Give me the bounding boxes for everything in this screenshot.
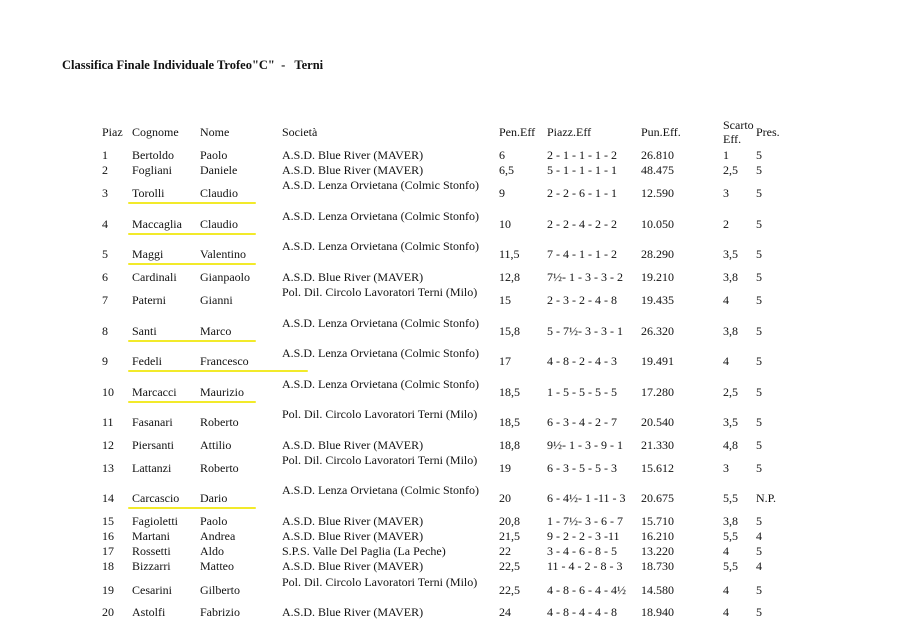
page-title: Classifica Finale Individuale Trofeo"C" - Terni — [62, 58, 324, 72]
cell-scarto: 5,5 — [723, 559, 738, 574]
cell-pun: 20.675 — [641, 491, 674, 506]
cell-nome: Matteo — [200, 559, 234, 574]
cell-pres: 5 — [756, 354, 762, 369]
cell-pen: 11,5 — [499, 247, 520, 262]
cell-nome: Gianpaolo — [200, 269, 250, 284]
cell-nome: Attilio — [200, 437, 232, 452]
cell-pen: 18,8 — [499, 437, 520, 452]
cell-cognome: Carcascio — [132, 491, 180, 506]
cell-piazz: 11 - 4 - 2 - 8 - 3 — [547, 559, 623, 574]
cell-pun: 14.580 — [641, 582, 674, 597]
cell-nome: Valentino — [200, 247, 246, 262]
cell-scarto: 3,8 — [723, 513, 738, 528]
cell-piaz: 19 — [102, 582, 114, 597]
cell-pun: 20.540 — [641, 415, 674, 430]
cell-scarto: 4 — [723, 293, 729, 308]
cell-piaz: 14 — [102, 491, 114, 506]
cell-pres: 5 — [756, 216, 762, 231]
cell-piaz: 18 — [102, 559, 114, 574]
cell-societa: A.S.D. Blue River (MAVER) — [282, 163, 424, 178]
cell-pen: 6,5 — [499, 163, 514, 178]
cell-societa: A.S.D. Lenza Orvietana (Colmic Stonfo) — [282, 239, 479, 254]
cell-piazz: 5 - 1 - 1 - 1 - 1 — [547, 163, 617, 178]
cell-piaz: 3 — [102, 186, 108, 201]
highlight-underline — [128, 340, 256, 342]
cell-pun: 26.320 — [641, 323, 674, 338]
cell-scarto: 4 — [723, 582, 729, 597]
cell-cognome: Bizzarri — [132, 559, 171, 574]
cell-pres: 5 — [756, 247, 762, 262]
cell-scarto: 3,5 — [723, 247, 738, 262]
cell-scarto: 3 — [723, 186, 729, 201]
cell-cognome: Bertoldo — [132, 148, 174, 162]
cell-nome: Claudio — [200, 216, 238, 231]
cell-piaz: 7 — [102, 293, 108, 308]
cell-pres: 5 — [756, 513, 762, 528]
cell-nome: Claudio — [200, 186, 238, 201]
cell-piazz: 9½- 1 - 3 - 9 - 1 — [547, 437, 623, 452]
highlight-underline — [128, 233, 256, 235]
cell-cognome: Fasanari — [132, 415, 173, 430]
cell-societa: A.S.D. Blue River (MAVER) — [282, 605, 424, 619]
header-piaz: Piaz — [102, 125, 123, 139]
cell-pres: 5 — [756, 293, 762, 308]
cell-societa: A.S.D. Lenza Orvietana (Colmic Stonfo) — [282, 483, 479, 498]
cell-pun: 15.612 — [641, 460, 674, 475]
cell-pen: 20 — [499, 491, 511, 506]
cell-cognome: Piersanti — [132, 437, 174, 452]
cell-pun: 12.590 — [641, 186, 674, 201]
cell-pun: 26.810 — [641, 148, 674, 162]
cell-piazz: 5 - 7½- 3 - 3 - 1 — [547, 323, 623, 338]
cell-pun: 17.280 — [641, 384, 674, 399]
cell-pun: 13.220 — [641, 544, 674, 559]
cell-pres: 5 — [756, 269, 762, 284]
cell-scarto: 5,5 — [723, 491, 738, 506]
cell-nome: Dario — [200, 491, 228, 506]
cell-pen: 22 — [499, 544, 511, 559]
cell-cognome: Lattanzi — [132, 460, 172, 475]
cell-piazz: 9 - 2 - 2 - 3 -11 — [547, 529, 620, 543]
cell-piaz: 11 — [102, 415, 114, 430]
cell-cognome: Santi — [132, 323, 157, 338]
cell-nome: Francesco — [200, 354, 249, 369]
cell-societa: A.S.D. Lenza Orvietana (Colmic Stonfo) — [282, 178, 479, 193]
header-pres: Pres. — [756, 125, 780, 139]
cell-cognome: Maggi — [132, 247, 164, 262]
highlight-underline — [128, 507, 256, 509]
cell-piazz: 7½- 1 - 3 - 3 - 2 — [547, 269, 623, 284]
cell-cognome: Astolfi — [132, 605, 166, 619]
header-pun: Pun.Eff. — [641, 125, 681, 139]
cell-piazz: 2 - 2 - 4 - 2 - 2 — [547, 216, 617, 231]
cell-scarto: 4 — [723, 354, 729, 369]
cell-nome: Maurizio — [200, 384, 244, 399]
cell-pres: 5 — [756, 384, 762, 399]
cell-cognome: Martani — [132, 529, 170, 543]
cell-societa: A.S.D. Blue River (MAVER) — [282, 529, 424, 543]
cell-pres: 4 — [756, 559, 762, 574]
cell-scarto: 3,8 — [723, 323, 738, 338]
cell-piazz: 7 - 4 - 1 - 1 - 2 — [547, 247, 617, 262]
cell-piaz: 2 — [102, 163, 108, 178]
cell-piazz: 4 - 8 - 2 - 4 - 3 — [547, 354, 617, 369]
cell-pen: 10 — [499, 216, 511, 231]
cell-cognome: Marcacci — [132, 384, 177, 399]
cell-societa: Pol. Dil. Circolo Lavoratori Terni (Milo) — [282, 285, 478, 300]
cell-pun: 10.050 — [641, 216, 674, 231]
cell-societa: A.S.D. Lenza Orvietana (Colmic Stonfo) — [282, 315, 479, 330]
cell-pres: 5 — [756, 323, 762, 338]
cell-societa: Pol. Dil. Circolo Lavoratori Terni (Milo) — [282, 574, 478, 589]
cell-scarto: 3 — [723, 460, 729, 475]
cell-pres: 5 — [756, 582, 762, 597]
cell-societa: A.S.D. Blue River (MAVER) — [282, 559, 424, 574]
cell-nome: Aldo — [200, 544, 224, 559]
cell-piazz: 2 - 1 - 1 - 1 - 2 — [547, 148, 617, 162]
cell-societa: A.S.D. Blue River (MAVER) — [282, 513, 424, 528]
cell-scarto: 2,5 — [723, 384, 738, 399]
cell-cognome: Fedeli — [132, 354, 162, 369]
cell-cognome: Paterni — [132, 293, 166, 308]
cell-pres: 5 — [756, 148, 762, 162]
cell-piazz: 4 - 8 - 4 - 4 - 8 — [547, 605, 617, 619]
cell-pen: 19 — [499, 460, 511, 475]
cell-nome: Paolo — [200, 513, 228, 528]
cell-pen: 22,5 — [499, 582, 520, 597]
cell-pun: 18.940 — [641, 605, 674, 619]
cell-pun: 16.210 — [641, 529, 674, 543]
cell-pres: 5 — [756, 605, 762, 619]
header-nome: Nome — [200, 125, 230, 139]
cell-pres: N.P. — [756, 491, 777, 506]
cell-pun: 19.210 — [641, 269, 674, 284]
cell-nome: Paolo — [200, 148, 228, 162]
cell-pres: 4 — [756, 529, 762, 543]
cell-scarto: 3,8 — [723, 269, 738, 284]
cell-nome: Andrea — [200, 529, 236, 543]
cell-nome: Gilberto — [200, 582, 240, 597]
cell-pres: 5 — [756, 163, 762, 178]
cell-pen: 12,8 — [499, 269, 520, 284]
cell-cognome: Fagioletti — [132, 513, 178, 528]
cell-pen: 22,5 — [499, 559, 520, 574]
cell-pen: 15 — [499, 293, 511, 308]
cell-scarto: 1 — [723, 148, 729, 162]
header-scarto: Scarto Eff. — [723, 118, 754, 146]
cell-piazz: 2 - 2 - 6 - 1 - 1 — [547, 186, 617, 201]
cell-piaz: 12 — [102, 437, 114, 452]
highlight-underline — [128, 202, 256, 204]
cell-cognome: Fogliani — [132, 163, 173, 178]
cell-piaz: 5 — [102, 247, 108, 262]
cell-piaz: 13 — [102, 460, 114, 475]
cell-piaz: 15 — [102, 513, 114, 528]
cell-piazz: 1 - 5 - 5 - 5 - 5 — [547, 384, 617, 399]
cell-piazz: 1 - 7½- 3 - 6 - 7 — [547, 513, 623, 528]
cell-societa: Pol. Dil. Circolo Lavoratori Terni (Milo) — [282, 452, 478, 467]
cell-piazz: 6 - 3 - 4 - 2 - 7 — [547, 415, 617, 430]
cell-pres: 5 — [756, 544, 762, 559]
cell-piaz: 16 — [102, 529, 114, 543]
cell-pun: 21.330 — [641, 437, 674, 452]
cell-societa: A.S.D. Lenza Orvietana (Colmic Stonfo) — [282, 208, 479, 223]
cell-cognome: Torolli — [132, 186, 165, 201]
cell-societa: S.P.S. Valle Del Paglia (La Peche) — [282, 544, 446, 559]
cell-pen: 15,8 — [499, 323, 520, 338]
cell-pres: 5 — [756, 437, 762, 452]
cell-pun: 28.290 — [641, 247, 674, 262]
cell-cognome: Cardinali — [132, 269, 177, 284]
cell-nome: Daniele — [200, 163, 238, 178]
highlight-underline — [128, 370, 308, 372]
cell-piaz: 20 — [102, 605, 114, 619]
cell-societa: A.S.D. Blue River (MAVER) — [282, 437, 424, 452]
cell-pen: 18,5 — [499, 415, 520, 430]
cell-piazz: 3 - 4 - 6 - 8 - 5 — [547, 544, 617, 559]
cell-nome: Gianni — [200, 293, 233, 308]
cell-societa: A.S.D. Blue River (MAVER) — [282, 269, 424, 284]
cell-cognome: Maccaglia — [132, 216, 182, 231]
cell-pun: 48.475 — [641, 163, 674, 178]
cell-pen: 17 — [499, 354, 511, 369]
cell-pun: 15.710 — [641, 513, 674, 528]
cell-pen: 9 — [499, 186, 505, 201]
cell-pres: 5 — [756, 415, 762, 430]
cell-nome: Marco — [200, 323, 232, 338]
cell-piazz: 6 - 3 - 5 - 5 - 3 — [547, 460, 617, 475]
cell-societa: A.S.D. Lenza Orvietana (Colmic Stonfo) — [282, 376, 479, 391]
cell-pen: 6 — [499, 148, 505, 162]
header-societa: Società — [282, 125, 318, 139]
cell-nome: Fabrizio — [200, 605, 240, 619]
cell-scarto: 4,8 — [723, 437, 738, 452]
cell-pen: 18,5 — [499, 384, 520, 399]
cell-pen: 20,8 — [499, 513, 520, 528]
cell-scarto: 5,5 — [723, 529, 738, 543]
cell-pun: 18.730 — [641, 559, 674, 574]
cell-cognome: Rossetti — [132, 544, 171, 559]
cell-scarto: 3,5 — [723, 415, 738, 430]
cell-pres: 5 — [756, 186, 762, 201]
cell-scarto: 2 — [723, 216, 729, 231]
cell-piazz: 4 - 8 - 6 - 4 - 4½ — [547, 582, 626, 597]
cell-piaz: 6 — [102, 269, 108, 284]
cell-pres: 5 — [756, 460, 762, 475]
cell-societa: A.S.D. Lenza Orvietana (Colmic Stonfo) — [282, 346, 479, 361]
cell-piaz: 17 — [102, 544, 114, 559]
cell-piaz: 1 — [102, 148, 108, 162]
cell-piaz: 8 — [102, 323, 108, 338]
cell-cognome: Cesarini — [132, 582, 172, 597]
cell-piazz: 2 - 3 - 2 - 4 - 8 — [547, 293, 617, 308]
cell-nome: Roberto — [200, 415, 239, 430]
cell-pen: 24 — [499, 605, 511, 619]
cell-piazz: 6 - 4½- 1 -11 - 3 — [547, 491, 626, 506]
cell-societa: A.S.D. Blue River (MAVER) — [282, 148, 424, 162]
highlight-underline — [128, 263, 256, 265]
highlight-underline — [128, 401, 256, 403]
cell-piaz: 4 — [102, 216, 108, 231]
cell-scarto: 4 — [723, 544, 729, 559]
header-piazz: Piazz.Eff — [547, 125, 592, 139]
header-cognome: Cognome — [132, 125, 179, 139]
cell-piaz: 9 — [102, 354, 108, 369]
cell-piaz: 10 — [102, 384, 114, 399]
cell-pun: 19.435 — [641, 293, 674, 308]
cell-scarto: 4 — [723, 605, 729, 619]
cell-societa: Pol. Dil. Circolo Lavoratori Terni (Milo) — [282, 407, 478, 422]
cell-pen: 21,5 — [499, 529, 520, 543]
header-pen: Pen.Eff — [499, 125, 536, 139]
cell-scarto: 2,5 — [723, 163, 738, 178]
cell-nome: Roberto — [200, 460, 239, 475]
cell-pun: 19.491 — [641, 354, 674, 369]
